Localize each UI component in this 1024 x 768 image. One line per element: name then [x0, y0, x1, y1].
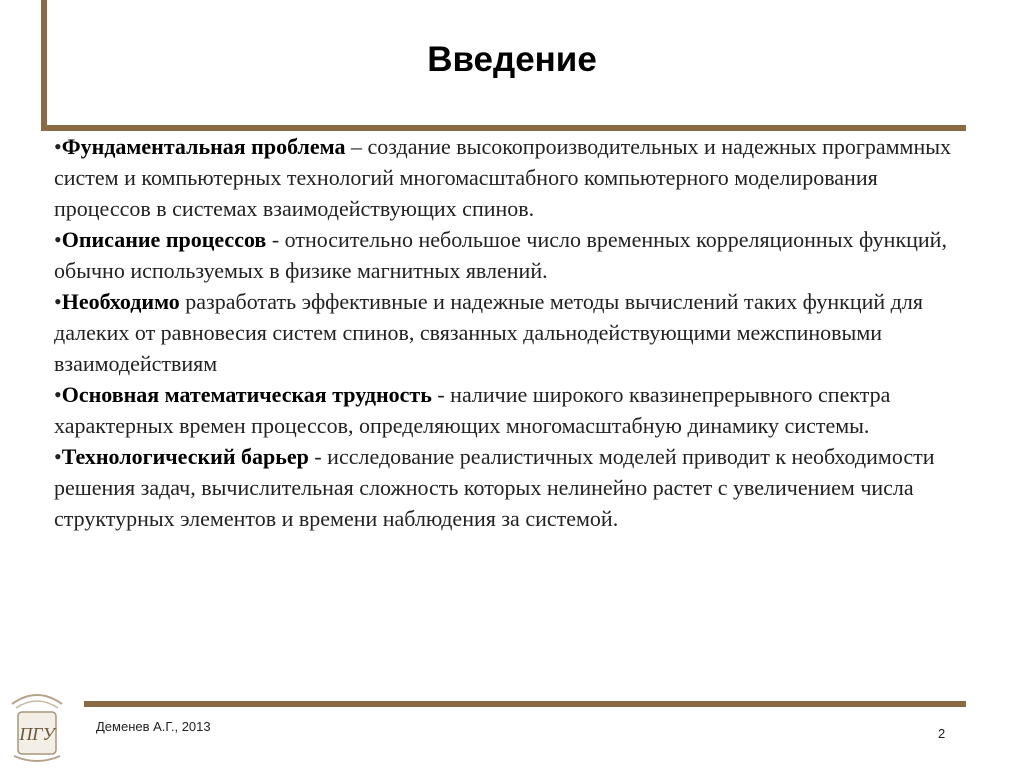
bullet-marker: • — [54, 289, 62, 314]
bullet-item — [54, 131, 974, 224]
bullet-text: - исследование реалистичных моделей приводит к необходимости решения задач, вычислительная сложность которых нелинейно растет с увеличением числа структурных элементов и времени наблюдения за системой. — [54, 444, 935, 531]
bullet-bold-term: Основная математическая трудность — [61, 382, 432, 407]
university-logo-icon — [4, 682, 70, 768]
footer-rule — [84, 701, 966, 707]
slide-body — [54, 131, 974, 534]
bullet-bold-term: Необходимо — [61, 289, 180, 314]
bullet-bold-term: Фундаментальная проблема — [61, 134, 346, 159]
svg-text:ПГУ: ПГУ — [19, 724, 55, 744]
bullet-item — [54, 441, 974, 534]
bullet-bold-term: Технологический барьер — [61, 444, 309, 469]
title-frame-left-rule — [41, 0, 47, 131]
footer-author: Деменев А.Г., 2013 — [96, 719, 211, 734]
page-number: 2 — [938, 726, 946, 741]
bullet-item — [54, 379, 974, 441]
bullet-text: разработать эффективные и надежные методы вычислений таких функций для далеких от равновесия систем спинов, связанных дальнодействующими межспиновыми взаимодействиям — [54, 289, 923, 376]
bullet-text: - относительно небольшое число временных корреляционных функций, обычно используемых в физике магнитных явлений. — [54, 227, 947, 283]
bullet-item — [54, 224, 974, 286]
slide-title: Введение — [427, 40, 597, 79]
bullet-text: - наличие широкого квазинепрерывного спектра характерных времен процессов, определяющих многомасштабную динамику системы. — [54, 382, 891, 438]
bullet-text: – создание высокопроизводительных и надежных программных систем и компьютерных технологий многомасштабного компьютерного моделирования процессов в системах взаимодействующих спинов. — [54, 134, 952, 221]
bullet-marker: • — [54, 382, 62, 407]
bullet-bold-term: Описание процессов — [61, 227, 267, 252]
bullet-marker: • — [54, 444, 62, 469]
bullet-marker: • — [54, 134, 62, 159]
bullet-item — [54, 286, 974, 379]
bullet-marker: • — [54, 227, 62, 252]
